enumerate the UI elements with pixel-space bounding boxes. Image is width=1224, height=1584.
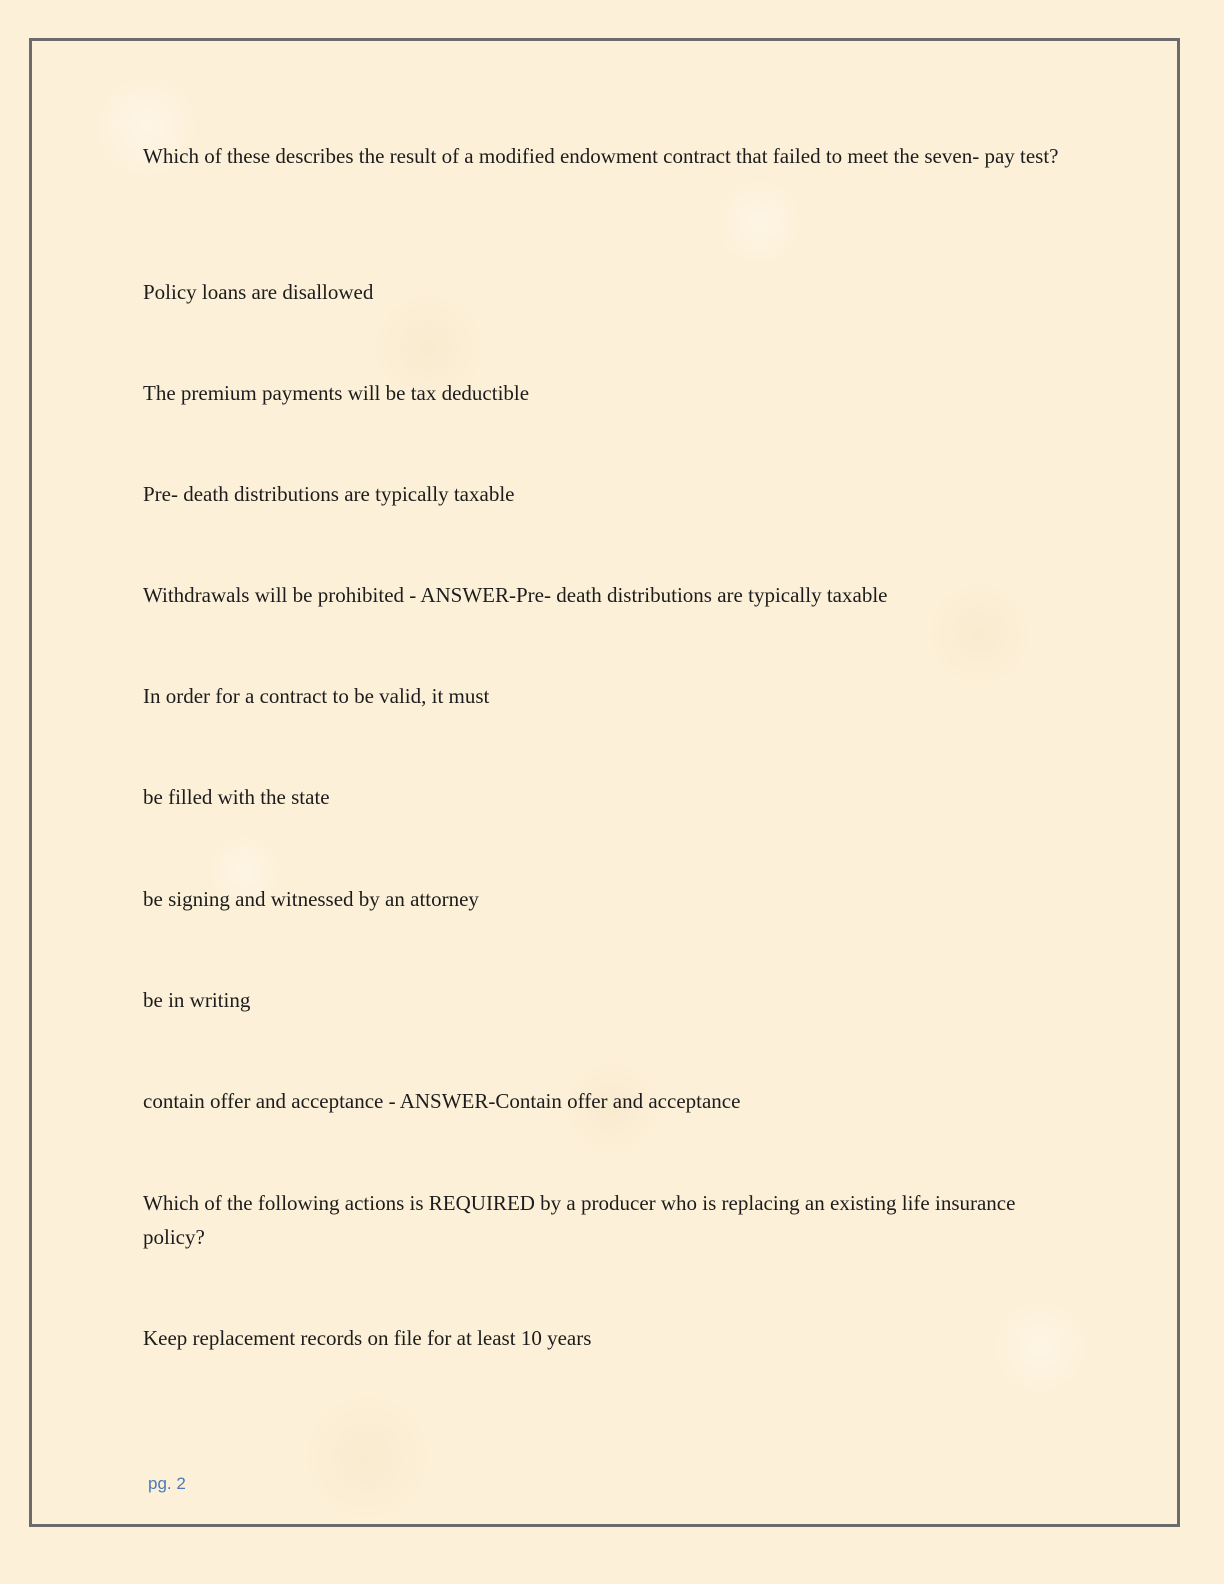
question-2-option-a: be filled with the state xyxy=(143,785,330,809)
question-2-option-c: be in writing xyxy=(143,988,251,1012)
page-number: pg. 2 xyxy=(148,1474,186,1493)
question-1-text: Which of these describes the result of a modified endowment contract that failed to meet the seven- pay test? xyxy=(143,144,1059,168)
question-2-text: In order for a contract to be valid, it must xyxy=(143,684,490,708)
question-1-option-c: Pre- death distributions are typically taxable xyxy=(143,482,515,506)
question-3-option-a: Keep replacement records on file for at least 10 years xyxy=(143,1326,592,1350)
question-2-option-d-answer: contain offer and acceptance - ANSWER-Contain offer and acceptance xyxy=(143,1089,741,1113)
question-2-option-b: be signing and witnessed by an attorney xyxy=(143,887,479,911)
question-3-text: Which of the following actions is REQUIRED by a producer who is replacing an existing life insurance policy? xyxy=(143,1191,1016,1249)
question-1-option-b: The premium payments will be tax deductible xyxy=(143,381,530,405)
question-1-option-a: Policy loans are disallowed xyxy=(143,280,374,304)
question-1-option-d-answer: Withdrawals will be prohibited - ANSWER-Pre- death distributions are typically taxable xyxy=(143,583,888,607)
